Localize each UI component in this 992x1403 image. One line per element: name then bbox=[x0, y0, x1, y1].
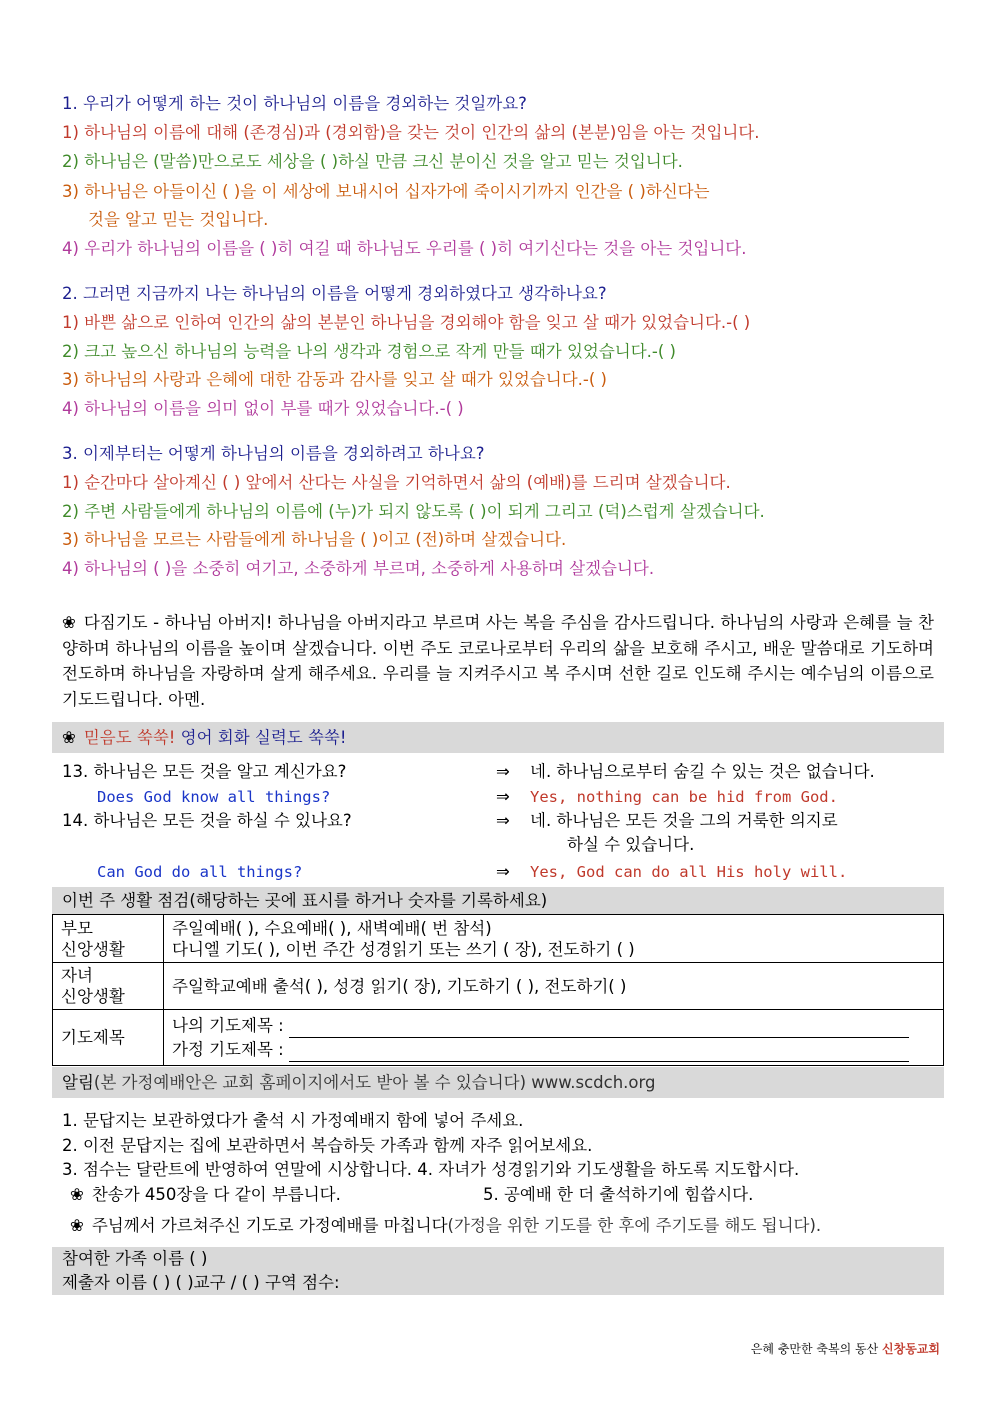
notice-item-1: 1. 문답지는 보관하였다가 출석 시 가정예배지 함에 넣어 주세요. bbox=[62, 1111, 524, 1130]
resolution-prayer bbox=[62, 610, 934, 712]
life-check-table bbox=[52, 914, 944, 1066]
a13-korean: 네. 하나님으로부터 숨길 수 있는 것은 없습니다. bbox=[530, 762, 875, 781]
parents-checklist[interactable]: 주일예배( ), 수요예배( ), 새벽예배( 번 참석) 다니엘 기도( ), 이번 주간 성경읽기 또는 쓰기 ( 장), 전도하기 ( ) bbox=[164, 915, 944, 963]
q2-answer-3: 3) 하나님의 사랑과 은혜에 대한 감동과 감사를 잊고 살 때가 있었습니다.-( ) bbox=[62, 370, 607, 389]
q1-answer-2: 2) 하나님은 (말씀)만으로도 세상을 ( )하실 만큼 크신 분이신 것을 알고 믿는 것입니다. bbox=[62, 152, 683, 171]
notice-item-2: 2. 이전 문답지는 집에 보관하면서 복습하듯 가족과 함께 자주 읽어보세요. bbox=[62, 1136, 593, 1155]
table-row bbox=[53, 915, 944, 963]
q1-answer-4: 4) 우리가 하나님의 이름을 ( )히 여길 때 하나님도 우리를 ( )히 여기신다는 것을 아는 것입니다. bbox=[62, 239, 747, 258]
notice-bar bbox=[52, 1067, 944, 1098]
question-1-title: 1. 우리가 어떻게 하는 것이 하나님의 이름을 경외하는 것일까요? bbox=[62, 94, 527, 113]
family-prayer-label: 가정 기도제목 : bbox=[172, 1039, 284, 1059]
my-prayer-field[interactable] bbox=[289, 1021, 909, 1038]
q1-answer-3: 3) 하나님은 아들이신 ( )을 이 세상에 보내시어 십자가에 죽이시기까지 인간을 ( )하신다는 bbox=[62, 182, 710, 201]
banner-english: 영어 회화 실력도 쑥쑥! bbox=[175, 728, 347, 747]
children-checklist[interactable]: 주일학교예배 출석( ), 성경 읽기( 장), 기도하기 ( ), 전도하기( ) bbox=[164, 963, 944, 1010]
hymn-line: ❀ 찬송가 450장을 다 같이 부릅니다. bbox=[70, 1183, 341, 1207]
life-check-header bbox=[52, 887, 944, 914]
arrow-icon: ⇒ bbox=[496, 787, 510, 806]
q2-answer-4: 4) 하나님의 이름을 의미 없이 부를 때가 있었습니다.-( ) bbox=[62, 399, 464, 418]
q13-english: Does God know all things? bbox=[97, 788, 331, 806]
life-check-title: 이번 주 생활 점검 bbox=[62, 891, 190, 910]
prayer-label: 다짐기도 bbox=[83, 613, 148, 632]
notice-item-5: 5. 공예배 한 더 출석하기에 힘씁시다. bbox=[483, 1185, 754, 1204]
q3-answer-1: 1) 순간마다 살아계신 ( ) 앞에서 산다는 사실을 기억하면서 삶의 (예배)를 드리며 살겠습니다. bbox=[62, 473, 731, 492]
q1-answer-3-cont: 것을 알고 믿는 것입니다. bbox=[88, 210, 269, 229]
question-3-title: 3. 이제부터는 어떻게 하나님의 이름을 경외하려고 하나요? bbox=[62, 444, 485, 463]
notice-text: (본 가정예배안은 교회 홈페이지에서도 받아 볼 수 있습니다) www.scdch.org bbox=[93, 1073, 656, 1092]
life-check-note: (해당하는 곳에 표시를 하거나 숫자를 기록하세요) bbox=[189, 891, 548, 910]
banner-faith: 믿음도 쑥쑥! bbox=[83, 728, 176, 747]
a13-english: Yes, nothing can be hid from God. bbox=[530, 788, 838, 806]
church-name: 신창동교회 bbox=[882, 1342, 940, 1356]
notice-label: 알림 bbox=[62, 1073, 94, 1092]
q3-answer-3: 3) 하나님을 모르는 사람들에게 하나님을 ( )이고 (전)하며 살겠습니다. bbox=[62, 530, 567, 549]
notice-item-3-4: 3. 점수는 달란트에 반영하여 연말에 시상합니다. 4. 자녀가 성경읽기와 기도생활을 하도록 지도합시다. bbox=[62, 1160, 800, 1179]
a14-korean-1: 네. 하나님은 모든 것을 그의 거룩한 의지로 bbox=[530, 811, 838, 830]
family-names-field[interactable]: 참여한 가족 이름 ( ) bbox=[62, 1249, 208, 1268]
q13-korean: 13. 하나님은 모든 것을 알고 계신가요? bbox=[62, 762, 347, 781]
table-row bbox=[53, 963, 944, 1010]
arrow-icon: ⇒ bbox=[496, 811, 510, 830]
table-row bbox=[53, 1010, 944, 1066]
english-banner bbox=[52, 722, 944, 753]
flower-bullet-icon: ❀ bbox=[62, 613, 76, 632]
q3-answer-4: 4) 하나님의 ( )을 소중히 여기고, 소중하게 부르며, 소중하게 사용하며 살겠습니다. bbox=[62, 559, 655, 578]
arrow-icon: ⇒ bbox=[496, 862, 510, 881]
q14-english: Can God do all things? bbox=[97, 863, 303, 881]
flower-bullet-icon: ❀ bbox=[62, 728, 76, 747]
q14-korean: 14. 하나님은 모든 것을 하실 수 있나요? bbox=[62, 811, 352, 830]
a14-korean-2: 하실 수 있습니다. bbox=[567, 835, 695, 854]
prayer-topics-fields bbox=[164, 1010, 944, 1066]
question-2-title: 2. 그러면 지금까지 나는 하나님의 이름을 어떻게 경외하였다고 생각하나요? bbox=[62, 284, 607, 303]
prayer-topics-label: 기도제목 bbox=[53, 1010, 164, 1066]
q2-answer-1: 1) 바쁜 삶으로 인하여 인간의 삶의 본분인 하나님을 경외해야 함을 잊고 살 때가 있었습니다.-( ) bbox=[62, 313, 751, 332]
footer-slogan: 은혜 충만한 축복의 동산 신창동교회 bbox=[750, 1342, 940, 1356]
q3-answer-2: 2) 주변 사람들에게 하나님의 이름에 (누)가 되지 않도록 ( )이 되게 그리고 (덕)스럽게 살겠습니다. bbox=[62, 502, 765, 521]
family-prayer-field[interactable] bbox=[289, 1045, 909, 1062]
children-label: 자녀 신앙생활 bbox=[53, 963, 164, 1010]
prayer-text: - 하나님 아버지! 하나님을 아버지라고 부르며 사는 복을 주심을 감사드립니다. 하나님의 사랑과 은혜를 늘 찬양하며 하나님의 이름을 높이며 살겠습니다. 이번 주도 코로나로부터 우리의 삶을 보호해 주시고, 배운 말씀대로 기도하며 전도하며 하나님을 자랑하며 살게 해주세요. 우리를 늘 지켜주시고 복 주시며 선한 길로 인도해 주시는 예수님의 이름으로 기도드립니다. 아멘. bbox=[62, 613, 934, 709]
submission-box bbox=[52, 1247, 944, 1295]
arrow-icon: ⇒ bbox=[496, 762, 510, 781]
closing-line: ❀ 주님께서 가르쳐주신 기도로 가정예배를 마칩니다(가정을 위한 기도를 한 후에 주기도를 해도 됩니다). bbox=[70, 1214, 821, 1238]
q1-answer-1: 1) 하나님의 이름에 대해 (존경심)과 (경외함)을 갖는 것이 인간의 삶의 (본분)임을 아는 것입니다. bbox=[62, 123, 760, 142]
flower-bullet-icon: ❀ bbox=[70, 1216, 84, 1235]
flower-bullet-icon: ❀ bbox=[70, 1185, 84, 1204]
a14-english: Yes, God can do all His holy will. bbox=[530, 863, 848, 881]
parents-label: 부모 신앙생활 bbox=[53, 915, 164, 963]
q2-answer-2: 2) 크고 높으신 하나님의 능력을 나의 생각과 경험으로 작게 만들 때가 있었습니다.-( ) bbox=[62, 342, 676, 361]
submitter-field[interactable]: 제출자 이름 ( ) ( )교구 / ( ) 구역 점수: bbox=[62, 1273, 340, 1292]
my-prayer-label: 나의 기도제목 : bbox=[172, 1015, 284, 1035]
